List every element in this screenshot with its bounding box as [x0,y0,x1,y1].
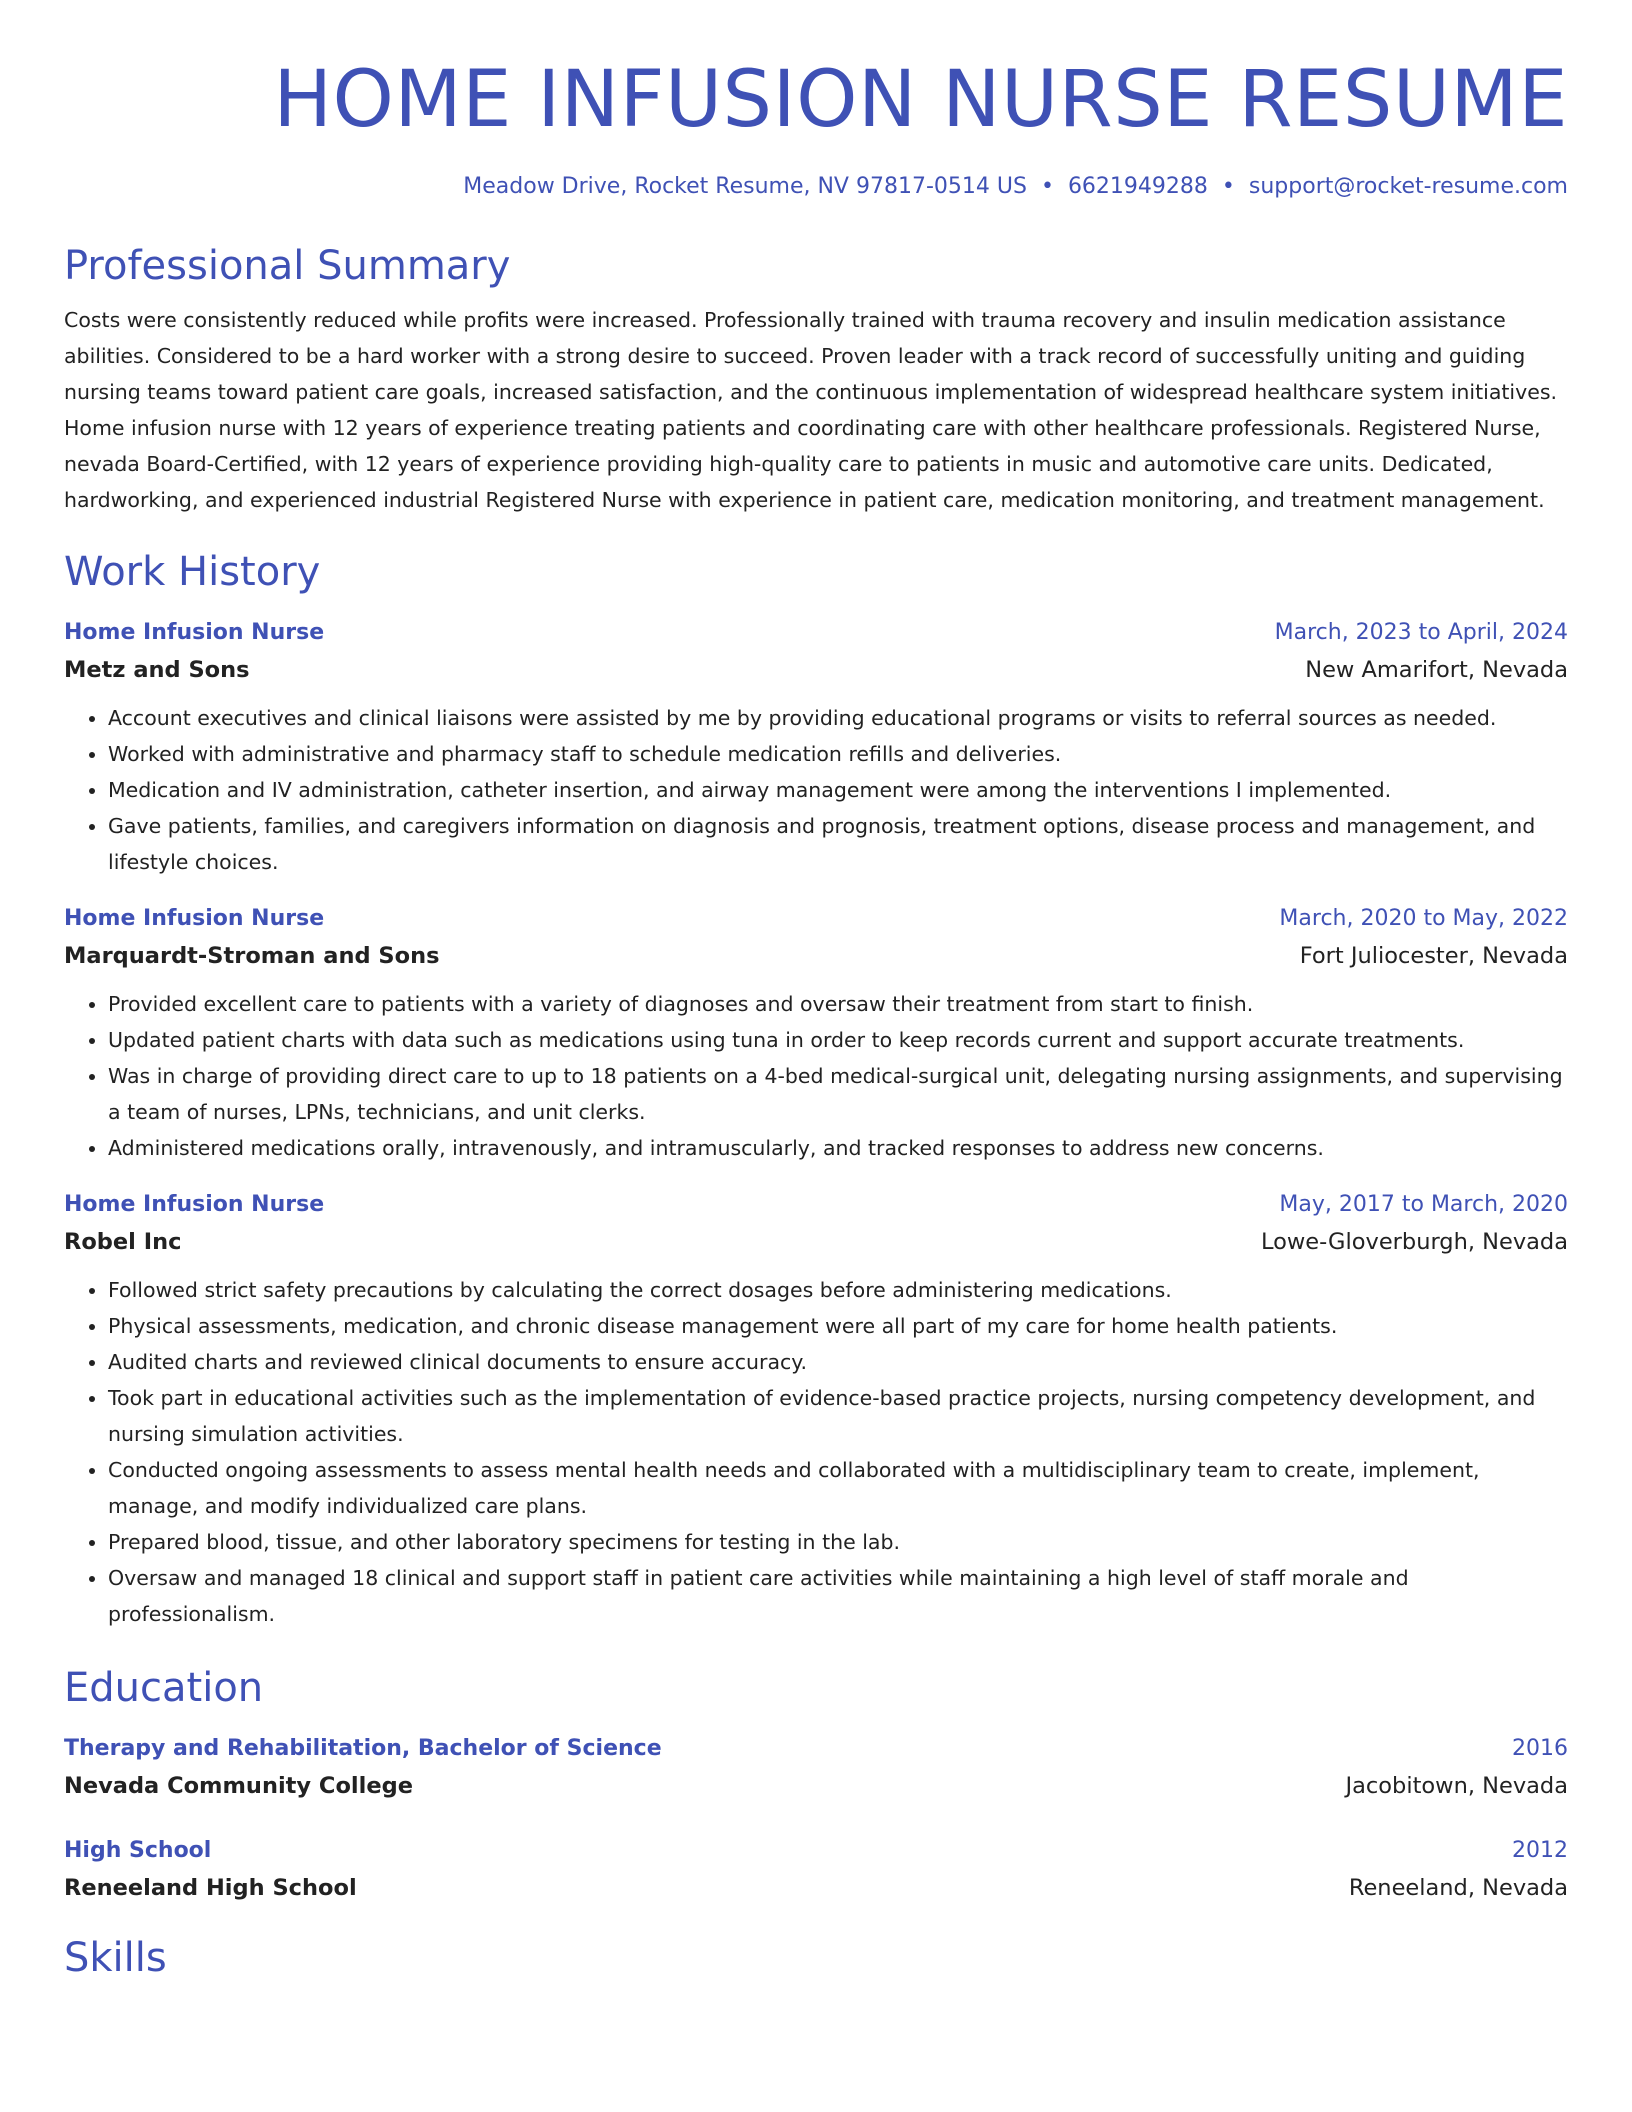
resume-title: HOME INFUSION NURSE RESUME [273,55,1568,145]
education-subheader [64,1868,1568,1908]
job-dates: March, 2023 to April, 2024 [1274,620,1568,645]
job-bullet: • Provided excellent care to patients with a variety of diagnoses and oversaw their treatment from start to finish. [108,986,1568,1022]
job-subheader [64,936,1568,976]
job-location: Fort Juliocester, Nevada [1299,943,1568,969]
job-bullet: • Followed strict safety precautions by calculating the correct dosages before administering medications. [108,1272,1568,1308]
job-subheader [64,650,1568,690]
job-bullet: • Oversaw and managed 18 clinical and support staff in patient care activities while maintaining a high level of staff morale and professionalism. [108,1560,1568,1632]
job-location: Lowe-Gloverburgh, Nevada [1260,1229,1568,1255]
education-school: Nevada Community College [64,1773,413,1799]
job-company: Marquardt-Stroman and Sons [64,943,440,969]
job-header [64,616,1568,650]
education-header [64,1834,1568,1868]
education-location: Jacobitown, Nevada [1345,1773,1568,1799]
contact-line [64,172,1568,202]
section-title-skills: Skills [64,1935,167,1981]
contact-email: support@rocket-resume.com [1248,174,1568,199]
job-header [64,902,1568,936]
job-header [64,1188,1568,1222]
job-bullet: • Physical assessments, medication, and chronic disease management were all part of my care for home health patients. [108,1308,1568,1344]
job-bullet: • Audited charts and reviewed clinical documents to ensure accuracy. [108,1344,1568,1380]
job-dates: March, 2020 to May, 2022 [1279,906,1568,931]
job-bullet: • Updated patient charts with data such as medications using tuna in order to keep records current and support accurate treatments. [108,1022,1568,1058]
education-degree: Therapy and Rehabilitation, Bachelor of Science [64,1736,662,1761]
job-role: Home Infusion Nurse [64,1192,325,1217]
education-subheader [64,1766,1568,1806]
job-bullet: • Administered medications orally, intravenously, and intramuscularly, and tracked responses to address new concerns. [108,1130,1568,1166]
education-school: Reneeland High School [64,1875,357,1901]
education-year: 2012 [1512,1838,1568,1863]
education-location: Reneeland, Nevada [1348,1875,1568,1901]
section-title-education: Education [64,1665,264,1711]
job-bullets [64,1272,1568,1632]
job-bullet: • Conducted ongoing assessments to assess mental health needs and collaborated with a multidisciplinary team to create, implement, manage, and modify individualized care plans. [108,1452,1568,1524]
job-role: Home Infusion Nurse [64,620,325,645]
education-entry [64,1834,1568,1908]
job-subheader [64,1222,1568,1262]
resume-page [64,0,1568,1984]
job-location: New Amarifort, Nevada [1305,657,1568,683]
education-degree: High School [64,1838,212,1863]
job-company: Metz and Sons [64,657,250,683]
job-bullet: • Account executives and clinical liaisons were assisted by me by providing educational programs or visits to referral sources as needed. [108,700,1568,736]
job-entry [64,1188,1568,1632]
job-bullet: • Took part in educational activities such as the implementation of evidence-based practice projects, nursing competency development, and nursing simulation activities. [108,1380,1568,1452]
job-company: Robel Inc [64,1229,182,1255]
contact-address: Meadow Drive, Rocket Resume, NV 97817-0514 US [463,174,1027,199]
section-title-work-history: Work History [64,549,321,595]
job-bullet: • Prepared blood, tissue, and other laboratory specimens for testing in the lab. [108,1524,1568,1560]
education-entry [64,1732,1568,1806]
job-dates: May, 2017 to March, 2020 [1279,1192,1568,1217]
education-year: 2016 [1512,1736,1568,1761]
job-bullets [64,700,1568,880]
job-role: Home Infusion Nurse [64,906,325,931]
education-header [64,1732,1568,1766]
contact-separator: • [1040,174,1054,199]
contact-phone: 6621949288 [1067,174,1208,199]
job-bullets [64,986,1568,1166]
job-entry [64,902,1568,1166]
job-entry [64,616,1568,880]
job-bullet: • Worked with administrative and pharmacy staff to schedule medication refills and deliveries. [108,736,1568,772]
job-bullet: • Medication and IV administration, catheter insertion, and airway management were among the interventions I implemented. [108,772,1568,808]
section-title-summary: Professional Summary [64,243,511,289]
contact-separator: • [1221,174,1235,199]
summary-text: Costs were consistently reduced while profits were increased. Professionally trained with trauma recovery and insulin medication assistance abilities. Considered to be a hard worker with a strong desire to succeed. Proven leader with a track record of successfully uniting and guiding nursing teams toward patient care goals, increased satisfaction, and the continuous implementation of widespread healthcare system initiatives. Home infusion nurse with 12 years of experience treating patients and coordinating care with other healthcare professionals. Registered Nurse, nevada Board-Certified, with 12 years of experience providing high-quality care to patients in music and automotive care units. Dedicated, hardworking, and experienced industrial Registered Nurse with experience in patient care, medication monitoring, and treatment management. [64,308,1558,512]
job-bullet: • Gave patients, families, and caregivers information on diagnosis and prognosis, treatment options, disease process and management, and lifestyle choices. [108,808,1568,880]
job-bullet: • Was in charge of providing direct care to up to 18 patients on a 4-bed medical-surgical unit, delegating nursing assignments, and supervising a team of nurses, LPNs, technicians, and unit clerks. [108,1058,1568,1130]
